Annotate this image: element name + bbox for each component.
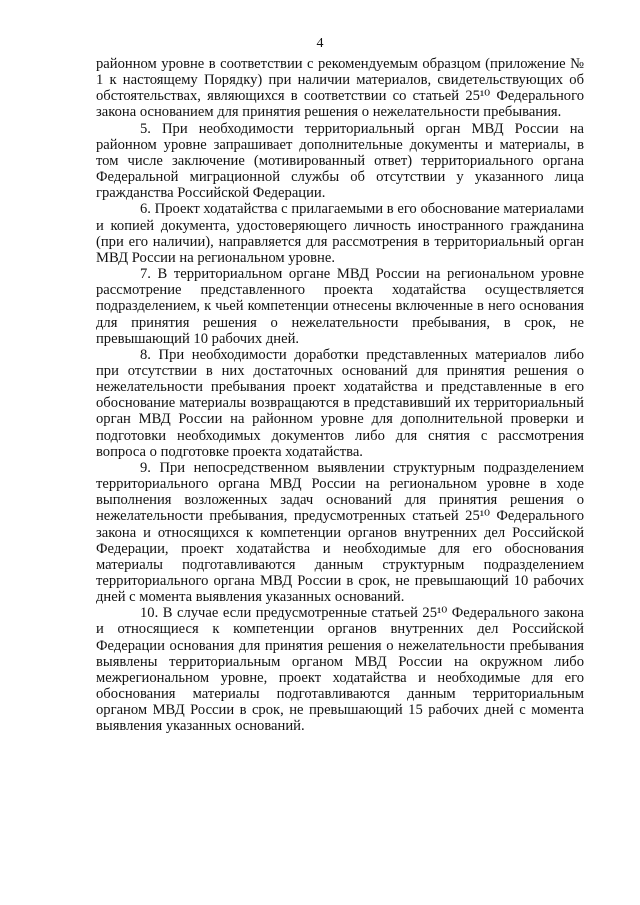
- paragraph-item-10: 10. В случае если предусмотренные статьей 25¹⁰ Федерального закона и относящиеся к компетенции органов внутренних дел Российской Федерации основания для принятия решения о нежелательности пребывания выявлены территориальным органом МВД России на окружном либо межрегиональном уровне, проект ходатайства и необходимые для его обоснования материалы подготавливаются данным территориальным органом МВД России в срок, не превышающий 15 рабочих дней с момента выявления указанных оснований.: [96, 605, 584, 735]
- page-number: 4: [316, 36, 324, 51]
- paragraph-item-7: 7. В территориальном органе МВД России на региональном уровне рассмотрение представленного проекта ходатайства осуществляется подразделением, к чьей компетенции отнесены включенные в него основания для принятия решения о нежелательности пребывания, в срок, не превышающий 10 рабочих дней.: [96, 266, 584, 347]
- paragraph-item-5: 5. При необходимости территориальный орган МВД России на районном уровне запрашивает дополнительные документы и материалы, в том числе заключение (мотивированный ответ) территориального органа Федеральной миграционной службы об отсутствии у указанного лица гражданства Российской Федерации.: [96, 120, 584, 202]
- paragraph-continuation: районном уровне в соответствии с рекомендуемым образцом (приложение № 1 к настоящему Порядку) при наличии материалов, свидетельствующих об обстоятельствах, являющихся в соответствии со статьей 25¹⁰ Федерального закона основанием для принятия решения о нежелательности пребывания.: [96, 56, 584, 121]
- document-body: [96, 56, 584, 735]
- paragraph-item-8: 8. При необходимости доработки представленных материалов либо при отсутствии в них достаточных оснований для принятия решения о нежелательности пребывания проект ходатайства и представленные в его обоснование материалы возвращаются в представивший их территориальный орган МВД России на районном уровне для дополнительной проверки и подготовки необходимых документов либо для снятия с рассмотрения вопроса о подготовке проекта ходатайства.: [96, 346, 584, 460]
- paragraph-item-9: 9. При непосредственном выявлении структурным подразделением территориального органа МВД России на региональном уровне в ходе выполнения возложенных задач оснований для принятия решения о нежелательности пребывания, предусмотренных статьей 25¹⁰ Федерального закона и относящихся к компетенции органов внутренних дел Российской Федерации, проект ходатайства и необходимые для его обоснования материалы подготавливаются данным структурным подразделением территориального органа МВД России в срок, не превышающий 10 рабочих дней с момента выявления указанных оснований.: [96, 459, 584, 606]
- paragraph-item-6: 6. Проект ходатайства с прилагаемыми в его обоснование материалами и копией документа, удостоверяющего личность иностранного гражданина (при его наличии), направляется для рассмотрения в территориальный орган МВД России на региональном уровне.: [96, 201, 584, 266]
